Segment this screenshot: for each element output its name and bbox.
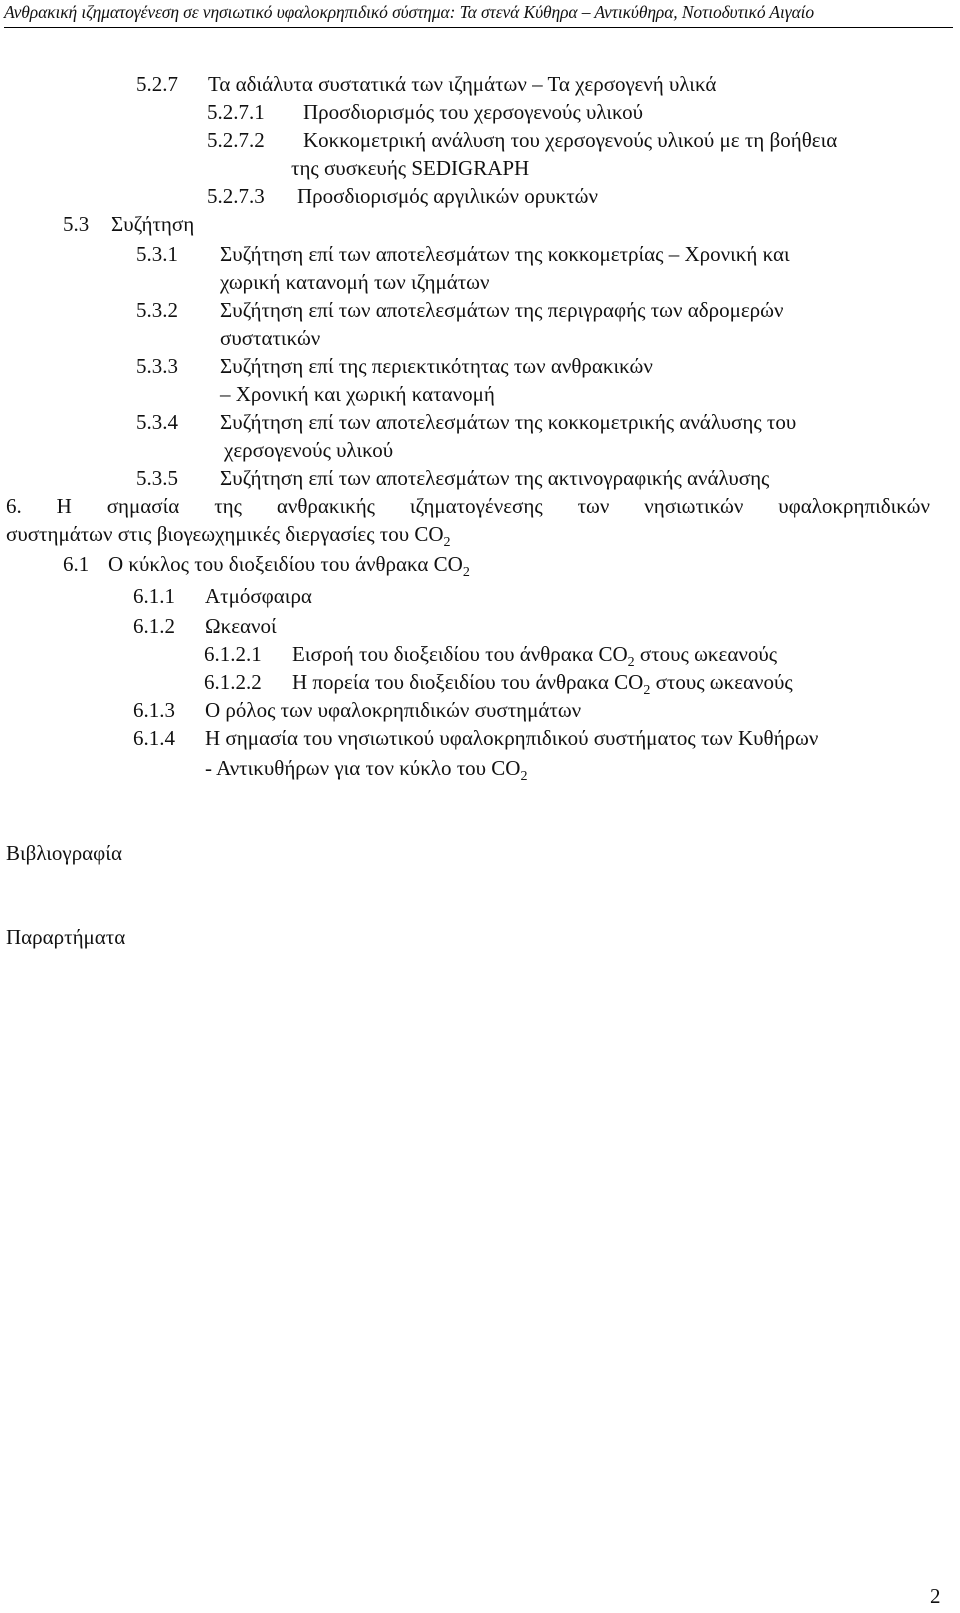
toc-word: σημασία	[106, 494, 180, 518]
toc-word: Η	[56, 494, 72, 518]
toc-title: Ο ρόλος των υφαλοκρηπιδικών συστημάτων	[205, 698, 582, 722]
toc-number: 5.2.7.2	[207, 128, 265, 152]
toc-entry-5-3-4	[136, 410, 796, 435]
toc-title: Η πορεία του διοξειδίου του άνθρακα CO	[292, 670, 644, 694]
toc-entry-5-2-7-3	[207, 184, 598, 209]
toc-word: των	[577, 494, 610, 518]
toc-word: υφαλοκρηπιδικών	[778, 494, 930, 518]
toc-word: ιζηματογένεσης	[409, 494, 543, 518]
header-rule	[4, 27, 953, 28]
toc-entry-5-3-3	[136, 354, 653, 379]
toc-number: 5.2.7.1	[207, 100, 265, 124]
toc-number: 6.1	[63, 552, 90, 576]
toc-entry-5-2-7-1	[207, 100, 643, 125]
toc-number: 5.3.1	[136, 242, 178, 266]
toc-entry-5-2-7-2	[207, 128, 837, 153]
toc-entry-6	[6, 494, 930, 519]
toc-title: Ο κύκλος του διοξειδίου του άνθρακα CO	[108, 552, 463, 576]
toc-number: 5.3.4	[136, 410, 178, 434]
running-header	[0, 0, 960, 30]
toc-number: 5.2.7	[136, 72, 178, 96]
running-title: Ανθρακική ιζηματογένεση σε νησιωτικό υφαλοκρηπιδικό σύστημα: Τα στενά Κύθηρα – Αντικύθηρα, Νοτιοδυτικό Αιγαίο	[4, 2, 815, 22]
toc-number: 5.3.5	[136, 466, 178, 490]
toc-title: Ωκεανοί	[205, 614, 277, 638]
toc-number: 5.3	[63, 212, 90, 236]
subscript: 2	[627, 655, 635, 671]
toc-number: 6.1.3	[133, 698, 175, 722]
toc-title: Συζήτηση επί των αποτελεσμάτων της ακτινογραφικής ανάλυσης	[220, 466, 770, 490]
toc-title-tail: στους ωκεανούς	[634, 642, 778, 666]
toc-entry-5-3	[63, 212, 194, 237]
toc-title: Κοκκομετρική ανάλυση του χερσογενούς υλικού με τη βοήθεια	[303, 128, 838, 152]
toc-title: Προσδιορισμός του χερσογενούς υλικού	[303, 100, 643, 124]
toc-continuation-text: - Αντικυθήρων για τον κύκλο του CO	[205, 756, 521, 780]
toc-title: Συζήτηση επί των αποτελεσμάτων της κοκκομετρικής ανάλυσης του	[220, 410, 797, 434]
toc-number: 6.	[6, 494, 22, 518]
toc-title: Τα αδιάλυτα συστατικά των ιζημάτων – Τα χερσογενή υλικά	[208, 72, 717, 96]
toc-continuation: χωρική κατανομή των ιζημάτων	[220, 270, 490, 294]
toc-entry-6-1-1	[133, 584, 312, 609]
subscript: 2	[520, 769, 528, 785]
toc-title-tail: στους ωκεανούς	[650, 670, 793, 694]
toc-continuation: χερσογενούς υλικού	[224, 438, 394, 462]
toc-continuation	[205, 756, 527, 789]
toc-number: 6.1.2.1	[204, 642, 262, 666]
subscript: 2	[443, 535, 451, 551]
toc-entry-5-3-1	[136, 242, 790, 267]
toc-number: 6.1.1	[133, 584, 175, 608]
toc-number: 5.3.3	[136, 354, 178, 378]
toc-continuation: – Χρονική και χωρική κατανομή	[220, 382, 495, 406]
toc-word: ανθρακικής	[276, 494, 375, 518]
toc-number: 5.3.2	[136, 298, 178, 322]
toc-entry-6-1-3	[133, 698, 581, 723]
toc-title: Συζήτηση επί των αποτελεσμάτων της κοκκομετρίας – Χρονική και	[220, 242, 790, 266]
toc-entry-bibliography: Βιβλιογραφία	[6, 841, 122, 865]
toc-title: Εισροή του διοξειδίου του άνθρακα CO	[292, 642, 628, 666]
toc-entry-5-3-2	[136, 298, 783, 323]
toc-continuation-text: συστημάτων στις βιογεωχημικές διεργασίες του CO	[6, 522, 444, 546]
toc-entry-5-2-7	[136, 72, 716, 97]
page-number: 2	[930, 1584, 941, 1608]
toc-title: Συζήτηση	[111, 212, 195, 236]
toc-entry-5-3-5	[136, 466, 769, 491]
toc-entry-6-1	[63, 552, 470, 585]
toc-title: Συζήτηση επί της περιεκτικότητας των ανθρακικών	[220, 354, 653, 378]
toc-title: Συζήτηση επί των αποτελεσμάτων της περιγραφής των αδρομερών	[220, 298, 784, 322]
toc-number: 6.1.4	[133, 726, 175, 750]
toc-continuation	[6, 522, 451, 555]
toc-title: Η σημασία του νησιωτικού υφαλοκρηπιδικού συστήματος των Κυθήρων	[205, 726, 819, 750]
toc-continuation: συστατικών	[220, 326, 321, 350]
toc-entry-6-1-2	[133, 614, 277, 639]
toc-number: 6.1.2	[133, 614, 175, 638]
toc-word: νησιωτικών	[644, 494, 744, 518]
toc-title: Ατμόσφαιρα	[205, 584, 312, 608]
toc-number: 6.1.2.2	[204, 670, 262, 694]
toc-word: της	[214, 494, 242, 518]
toc-entry-appendices: Παραρτήματα	[6, 925, 126, 949]
subscript: 2	[462, 565, 470, 581]
toc-number: 5.2.7.3	[207, 184, 265, 208]
toc-entry-6-1-4	[133, 726, 818, 751]
toc-title: Προσδιορισμός αργιλικών ορυκτών	[297, 184, 598, 208]
subscript: 2	[643, 683, 651, 699]
toc-continuation: της συσκευής SEDIGRAPH	[291, 156, 530, 180]
